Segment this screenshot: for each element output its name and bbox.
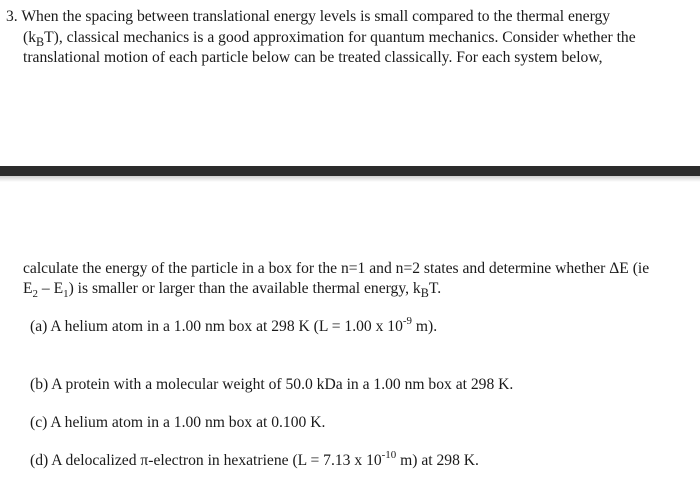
item-a-unit: m).: [411, 318, 438, 335]
page-divider: [0, 166, 700, 176]
problem-instruction-line-1: calculate the energy of the particle in a box for the n=1 and n=2 states and determine whether ΔE (ie: [23, 260, 650, 277]
subscript-1: 1: [63, 288, 69, 301]
divider-shadow: [0, 176, 700, 182]
item-d: [30, 448, 479, 471]
problem-intro-line-2: [23, 28, 636, 48]
item-a: [30, 314, 438, 337]
problem-intro-line-1: [6, 7, 610, 27]
problem-number: 3.: [6, 8, 18, 25]
subscript-b: B: [420, 286, 429, 301]
problem-intro-line-3: translational motion of each particle below can be treated classically. For each system below,: [23, 49, 603, 66]
item-d-exponent: -10: [381, 448, 397, 461]
item-d-text: (d) A delocalized π-electron in hexatriene (L = 7.13 x 10: [30, 452, 382, 469]
item-d-unit: m) at 298 K.: [396, 452, 479, 469]
subscript-2: 2: [32, 288, 38, 301]
problem-instruction-line-2: [23, 279, 441, 299]
intro-subscript-b: B: [36, 35, 45, 50]
cont-text-b: – E: [37, 280, 64, 297]
intro-text-2b: T), classical mechanics is a good approximation for quantum mechanics. Consider whether the: [44, 29, 636, 46]
item-c: (c) A helium atom in a 1.00 nm box at 0.100 K.: [30, 414, 326, 431]
cont-text-d: T.: [428, 280, 442, 297]
item-a-text: (a) A helium atom in a 1.00 nm box at 298 K (L = 1.00 x 10: [30, 318, 403, 335]
cont-text-a: E: [23, 280, 33, 297]
cont-text-c: ) is smaller or larger than the available thermal energy, k: [68, 280, 421, 297]
item-b: (b) A protein with a molecular weight of 50.0 kDa in a 1.00 nm box at 298 K.: [30, 376, 514, 393]
item-a-exponent: -9: [402, 314, 412, 327]
intro-text-2a: (k: [23, 29, 36, 46]
intro-text-1: When the spacing between translational energy levels is small compared to the thermal energy: [21, 8, 611, 25]
